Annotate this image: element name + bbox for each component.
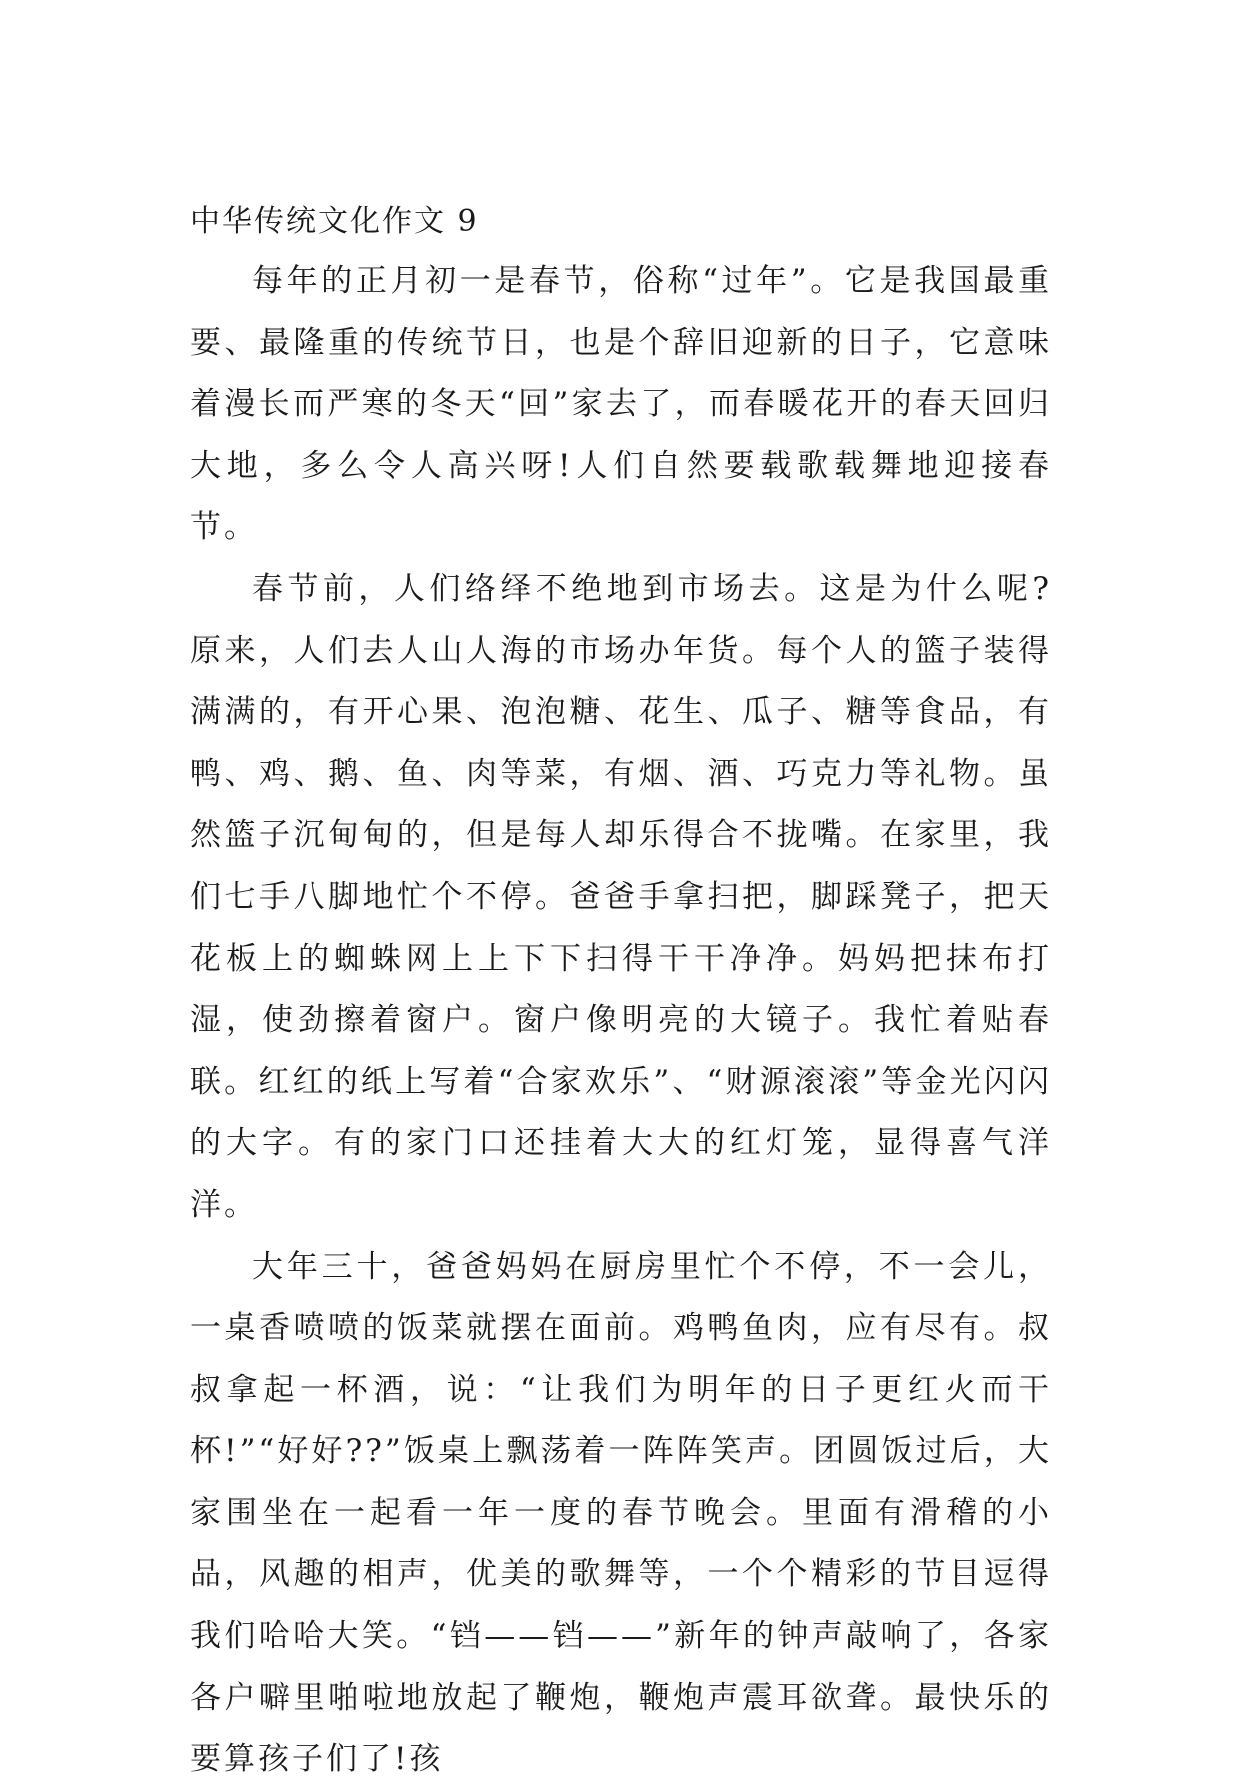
document-title: 中华传统文化作文 9 [190,204,479,239]
paragraph-new-year-intro: 每年的正月初一是春节，俗称“过年”。它是我国最重要、最隆重的传统节日，也是个辞旧迎新的日子，它意味着漫长而严寒的冬天“回”家去了，而春暖花开的春天回归大地，多么令人高兴呀!人们自然要载歌载舞地迎接春节。 [190,263,1052,546]
paragraph-new-years-eve: 大年三十，爸爸妈妈在厨房里忙个不停，不一会儿，一桌香喷喷的饭菜就摆在面前。鸡鸭鱼肉，应有尽有。叔叔拿起一杯酒，说：“让我们为明年的日子更红火而干杯!”“好好??”饭桌上飘荡着一阵阵笑声。团圆饭过后，大家围坐在一起看一年一度的春节晚会。里面有滑稽的小品，风趣的相声，优美的歌舞等，一个个精彩的节目逗得我们哈哈大笑。“铛——铛——”新年的钟声敲响了，各家各户噼里啪啦地放起了鞭炮，鞭炮声震耳欲聋。最快乐的要算孩子们了!孩 [190,1248,1052,1778]
paragraph-before-festival: 春节前，人们络绎不绝地到市场去。这是为什么呢?原来，人们去人山人海的市场办年货。每个人的篮子装得满满的，有开心果、泡泡糖、花生、瓜子、糖等食品，有鸭、鸡、鹅、鱼、肉等菜，有烟、酒、巧克力等礼物。虽然篮子沉甸甸的，但是每人却乐得合不拢嘴。在家里，我们七手八脚地忙个不停。爸爸手拿扫把，脚踩凳子，把天花板上的蜘蛛网上上下下扫得干干净净。妈妈把抹布打湿，使劲擦着窗户。窗户像明亮的大镜子。我忙着贴春联。红红的纸上写着“合家欢乐”、“财源滚滚”等金光闪闪的大字。有的家门口还挂着大大的红灯笼，显得喜气洋洋。 [190,570,1052,1223]
document-body [190,193,1052,1791]
